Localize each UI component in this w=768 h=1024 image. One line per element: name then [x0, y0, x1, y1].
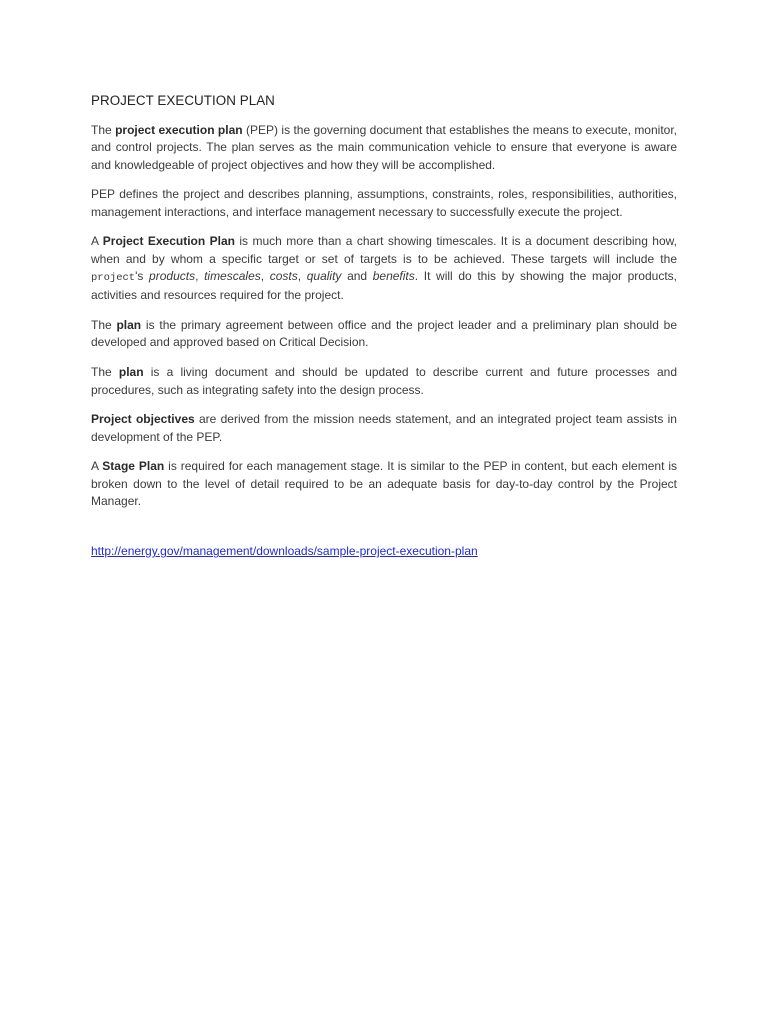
italic-term: products — [149, 269, 196, 284]
document-page — [91, 92, 677, 560]
paragraph-text: , — [297, 269, 307, 284]
italic-term: timescales — [204, 269, 261, 284]
paragraph-text: and — [341, 269, 373, 284]
paragraph-text: The — [91, 318, 117, 333]
bold-term: plan — [116, 318, 142, 333]
source-link-line — [91, 543, 677, 560]
paragraph-text: is required for each management stage. It is similar to the PEP in content, but each element is broken down to the level of detail required to be an adequate basis for day-to-day control by the Project Manager. — [91, 459, 677, 509]
paragraph-text: (PEP) is the governing document that establishes the means to execute, monitor, and control projects. The plan serves as the main communication vehicle to ensure that everyone is aware and knowledgeable of project objectives and how they will be accomplished. — [91, 123, 678, 172]
bold-term: project execution plan — [115, 123, 243, 137]
document-body — [91, 122, 677, 510]
paragraph-text: 's — [135, 269, 150, 284]
paragraph-text: are derived from the mission needs statement, and an integrated project team assists in development of the PEP. — [91, 412, 677, 444]
paragraph-text: The — [91, 365, 119, 380]
paragraph — [91, 233, 677, 304]
paragraph-text: , — [195, 269, 205, 284]
paragraph-text: A — [91, 459, 103, 474]
paragraph — [91, 458, 677, 510]
italic-term: quality — [306, 269, 342, 284]
paragraph-text: A — [91, 234, 103, 249]
source-link[interactable]: http://energy.gov/management/downloads/sample-project-execution-plan — [91, 544, 478, 559]
paragraph — [91, 122, 677, 174]
bold-term: Project objectives — [91, 412, 195, 427]
bold-term: plan — [118, 365, 144, 380]
paragraph-text: is a living document and should be updated to describe current and future processes and procedures, such as integrating safety into the design process. — [91, 365, 677, 397]
italic-term: benefits — [372, 269, 415, 284]
paragraph — [91, 317, 677, 352]
paragraph — [91, 364, 677, 399]
paragraph-text: The — [91, 123, 116, 137]
paragraph-text: is the primary agreement between office and the project leader and a preliminary plan should be developed and approved based on Critical Decision. — [91, 318, 678, 350]
italic-term: costs — [269, 269, 298, 284]
paragraph-text: PEP defines the project and describes planning, assumptions, constraints, roles, responsibilities, authorities, management interactions, and interface management necessary to successfully execute the project. — [91, 187, 677, 219]
bold-term: Stage Plan — [102, 459, 165, 474]
bold-term: Project Execution Plan — [102, 234, 235, 249]
paragraph-text: is much more than a chart showing timescales. It is a document describing how, when and by whom a specific target or set of targets is to be achieved. These targets will include the — [91, 234, 677, 266]
paragraph-text: project — [91, 272, 136, 285]
paragraph — [91, 411, 677, 446]
paragraph — [91, 186, 677, 221]
paragraph-text: . It will do this by showing the major products, activities and resources required for the project. — [91, 269, 677, 303]
document-title: PROJECT EXECUTION PLAN — [91, 93, 275, 108]
paragraph-text: , — [260, 269, 270, 284]
